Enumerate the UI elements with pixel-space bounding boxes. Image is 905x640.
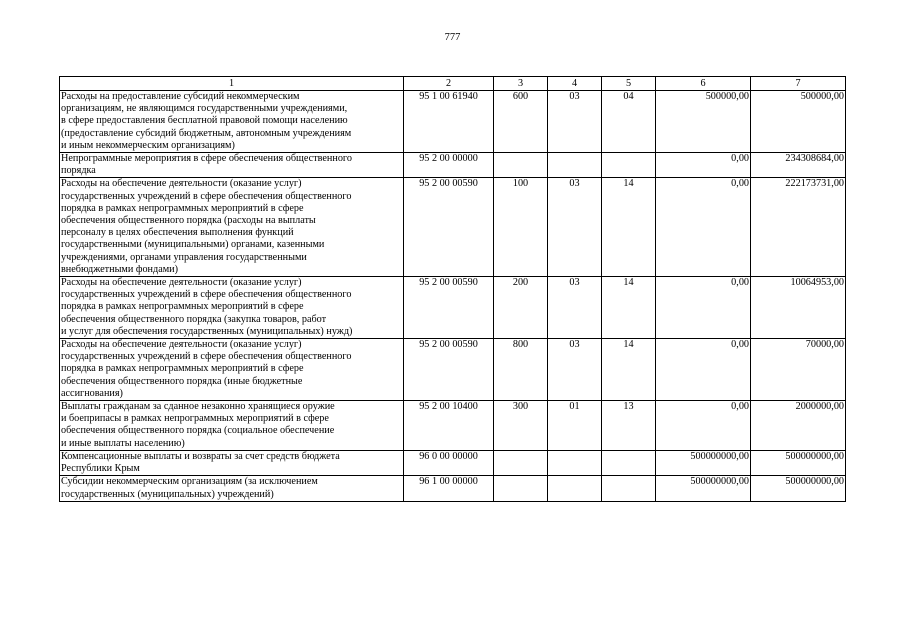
row-col4 [548, 476, 602, 501]
table-row [60, 91, 846, 153]
row-col5: 14 [602, 339, 656, 401]
row-col6-sum: 0,00 [656, 339, 751, 401]
row-col3: 300 [494, 401, 548, 451]
table-header-row [60, 77, 846, 91]
row-description [60, 277, 404, 339]
row-description [60, 91, 404, 153]
row-col6-sum: 0,00 [656, 178, 751, 277]
row-col6-sum: 0,00 [656, 153, 751, 178]
row-col3: 100 [494, 178, 548, 277]
table-row [60, 476, 846, 501]
row-code: 95 1 00 61940 [404, 91, 494, 153]
row-col6-sum: 0,00 [656, 277, 751, 339]
row-code: 95 2 00 10400 [404, 401, 494, 451]
row-col3: 200 [494, 277, 548, 339]
row-description-text: Субсидии некоммерческим организациям (за исключением государственных (муниципальных) учреждений) [61, 476, 318, 500]
row-col4 [548, 153, 602, 178]
column-header: 4 [548, 77, 602, 91]
row-description-text: Расходы на обеспечение деятельности (оказание услуг) государственных учреждений в сфере обеспечения общественного порядка в рамках непрограммных мероприятий в сфере обеспечения общественного порядка (расходы на выплаты персоналу в целях обеспечения выполнения функций государственными (муниципальными) органами, казенными учреждениями, органами управления государственными внебюджетными фондами) [61, 178, 352, 275]
row-col7-sum: 234308684,00 [751, 153, 846, 178]
row-col7-sum: 2000000,00 [751, 401, 846, 451]
row-description-text: Расходы на обеспечение деятельности (оказание услуг) государственных учреждений в сфере обеспечения общественного порядка в рамках непрограммных мероприятий в сфере обеспечения общественного порядка (иные бюджетные ассигнования) [61, 339, 352, 399]
row-col5 [602, 476, 656, 501]
row-code: 95 2 00 00590 [404, 339, 494, 401]
row-col6-sum: 500000000,00 [656, 450, 751, 475]
column-header: 2 [404, 77, 494, 91]
row-col3 [494, 476, 548, 501]
row-col5: 04 [602, 91, 656, 153]
row-col7-sum: 500000000,00 [751, 450, 846, 475]
row-code: 96 1 00 00000 [404, 476, 494, 501]
row-description [60, 178, 404, 277]
table-row [60, 153, 846, 178]
column-header: 6 [656, 77, 751, 91]
row-col3 [494, 450, 548, 475]
row-col3: 600 [494, 91, 548, 153]
row-description-text: Расходы на предоставление субсидий некоммерческим организациям, не являющимся государственными учреждениями, в сфере предоставления бесплатной правовой помощи населению (предоставление субсидий бюджетным, автономным учреждениям и иным некоммерческим организациям) [61, 91, 352, 151]
row-description [60, 450, 404, 475]
row-col4: 03 [548, 178, 602, 277]
row-col5: 14 [602, 178, 656, 277]
column-header: 5 [602, 77, 656, 91]
row-description-text: Непрограммные мероприятия в сфере обеспечения общественного порядка [61, 153, 352, 177]
row-code: 96 0 00 00000 [404, 450, 494, 475]
row-col4: 03 [548, 91, 602, 153]
row-description [60, 339, 404, 401]
row-description-text: Компенсационные выплаты и возвраты за счет средств бюджета Республики Крым [61, 450, 340, 475]
row-description [60, 476, 404, 501]
row-col4: 01 [548, 401, 602, 451]
row-col7-sum: 10064953,00 [751, 277, 846, 339]
row-col6-sum: 500000000,00 [656, 476, 751, 501]
column-header: 3 [494, 77, 548, 91]
row-col4: 03 [548, 277, 602, 339]
column-header: 1 [60, 77, 404, 91]
column-header: 7 [751, 77, 846, 91]
table-row [60, 277, 846, 339]
row-code: 95 2 00 00590 [404, 178, 494, 277]
row-col4 [548, 450, 602, 475]
row-col4: 03 [548, 339, 602, 401]
row-col7-sum: 70000,00 [751, 339, 846, 401]
budget-table [59, 76, 846, 502]
page-number: 777 [444, 32, 461, 43]
row-col6-sum: 500000,00 [656, 91, 751, 153]
table-row [60, 450, 846, 475]
row-description [60, 153, 404, 178]
row-col5 [602, 450, 656, 475]
row-col6-sum: 0,00 [656, 401, 751, 451]
row-code: 95 2 00 00590 [404, 277, 494, 339]
table-row [60, 178, 846, 277]
row-col5 [602, 153, 656, 178]
table-row [60, 401, 846, 451]
row-description [60, 401, 404, 451]
row-col7-sum: 500000000,00 [751, 476, 846, 501]
row-col3: 800 [494, 339, 548, 401]
row-description-text: Расходы на обеспечение деятельности (оказание услуг) государственных учреждений в сфере обеспечения общественного порядка в рамках непрограммных мероприятий в сфере обеспечения общественного порядка (закупка товаров, работ и услуг для обеспечения государственных (муниципальных) нужд) [61, 277, 353, 337]
row-col5: 13 [602, 401, 656, 451]
row-code: 95 2 00 00000 [404, 153, 494, 178]
row-col5: 14 [602, 277, 656, 339]
row-description-text: Выплаты гражданам за сданное незаконно хранящиеся оружие и боеприпасы в рамках непрограммных мероприятий в сфере обеспечения общественного порядка (социальное обеспечение и иные выплаты населению) [61, 401, 335, 449]
row-col3 [494, 153, 548, 178]
row-col7-sum: 500000,00 [751, 91, 846, 153]
table-row [60, 339, 846, 401]
row-col7-sum: 222173731,00 [751, 178, 846, 277]
